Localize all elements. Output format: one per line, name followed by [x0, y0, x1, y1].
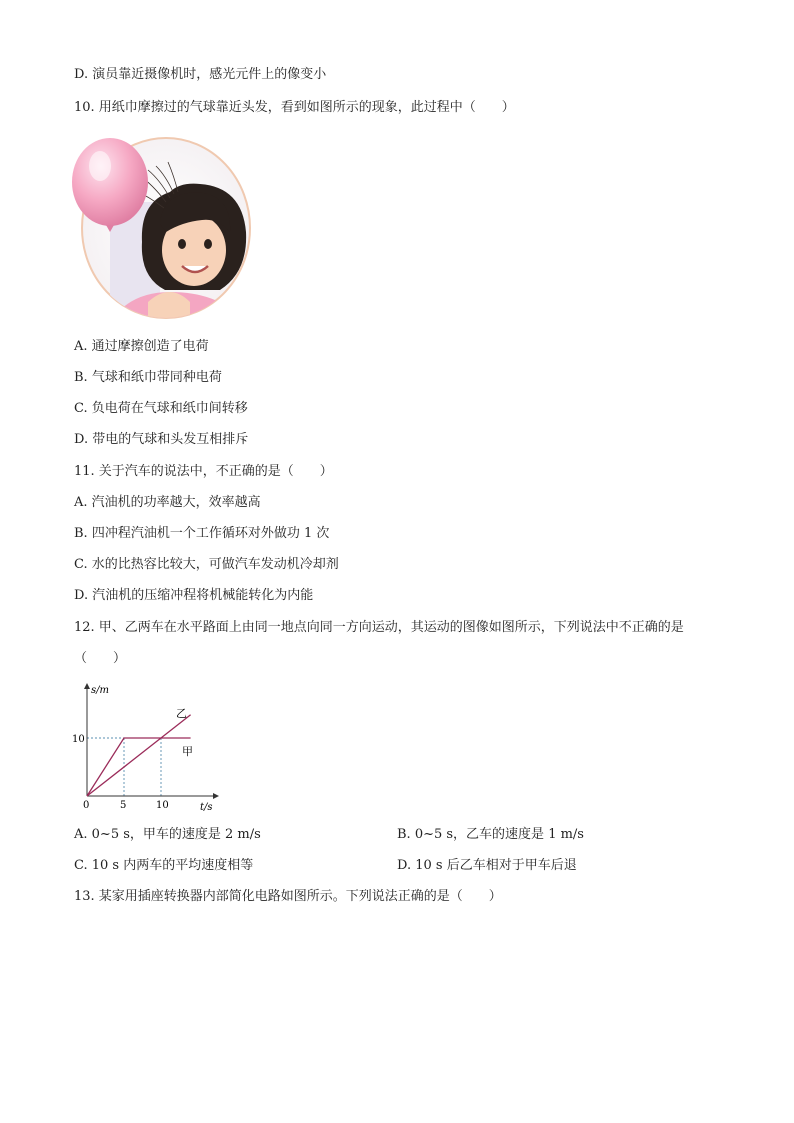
question-12-option-d: D. 10 s 后乙车相对于甲车后退: [397, 858, 577, 873]
question-10-option-a: A. 通过摩擦创造了电荷: [74, 339, 209, 354]
question-10-option-c: C. 负电荷在气球和纸巾间转移: [74, 401, 248, 416]
question-11-stem: 11. 关于汽车的说法中，不正确的是（ ）: [74, 464, 333, 479]
question-10-option-b: B. 气球和纸巾带同种电荷: [74, 370, 222, 385]
series-label-yi: 乙: [176, 707, 187, 720]
x-axis-label: t/s: [200, 802, 213, 813]
question-13-stem: 13. 某家用插座转换器内部简化电路如图所示。下列说法正确的是（ ）: [74, 889, 502, 904]
question-12-answer-blank: （ ）: [74, 651, 127, 666]
series-jia-line: [87, 738, 191, 796]
st-graph: [70, 680, 230, 815]
question-11-option-d: D. 汽油机的压缩冲程将机械能转化为内能: [74, 588, 314, 603]
x-tick-0: 0: [83, 800, 90, 811]
question-11-option-b: B. 四冲程汽油机一个工作循环对外做功 1 次: [74, 526, 330, 541]
series-label-jia: 甲: [182, 745, 193, 758]
question-9-option-d: D. 演员靠近摄像机时，感光元件上的像变小: [74, 67, 327, 82]
question-11-option-a: A. 汽油机的功率越大，效率越高: [74, 495, 261, 510]
question-12-option-a: A. 0~5 s，甲车的速度是 2 m/s: [74, 827, 261, 842]
series-yi-line: [87, 715, 191, 796]
question-11-option-c: C. 水的比热容比较大，可做汽车发动机冷却剂: [74, 557, 339, 572]
question-10-stem: 10. 用纸巾摩擦过的气球靠近头发，看到如图所示的现象，此过程中（ ）: [74, 100, 515, 115]
question-10-option-d: D. 带电的气球和头发互相排斥: [74, 432, 249, 447]
y-axis-label: s/m: [91, 685, 109, 696]
question-12-option-b: B. 0~5 s，乙车的速度是 1 m/s: [397, 827, 584, 842]
x-tick-10: 10: [156, 800, 169, 811]
y-tick-10: 10: [72, 734, 85, 745]
x-tick-5: 5: [120, 800, 127, 811]
question-12-stem: 12. 甲、乙两车在水平路面上由同一地点向同一方向运动，其运动的图像如图所示，下列说法中不正确的是: [74, 620, 684, 635]
question-12-option-c: C. 10 s 内两车的平均速度相等: [74, 858, 254, 873]
balloon-hair-illustration: [70, 132, 252, 322]
